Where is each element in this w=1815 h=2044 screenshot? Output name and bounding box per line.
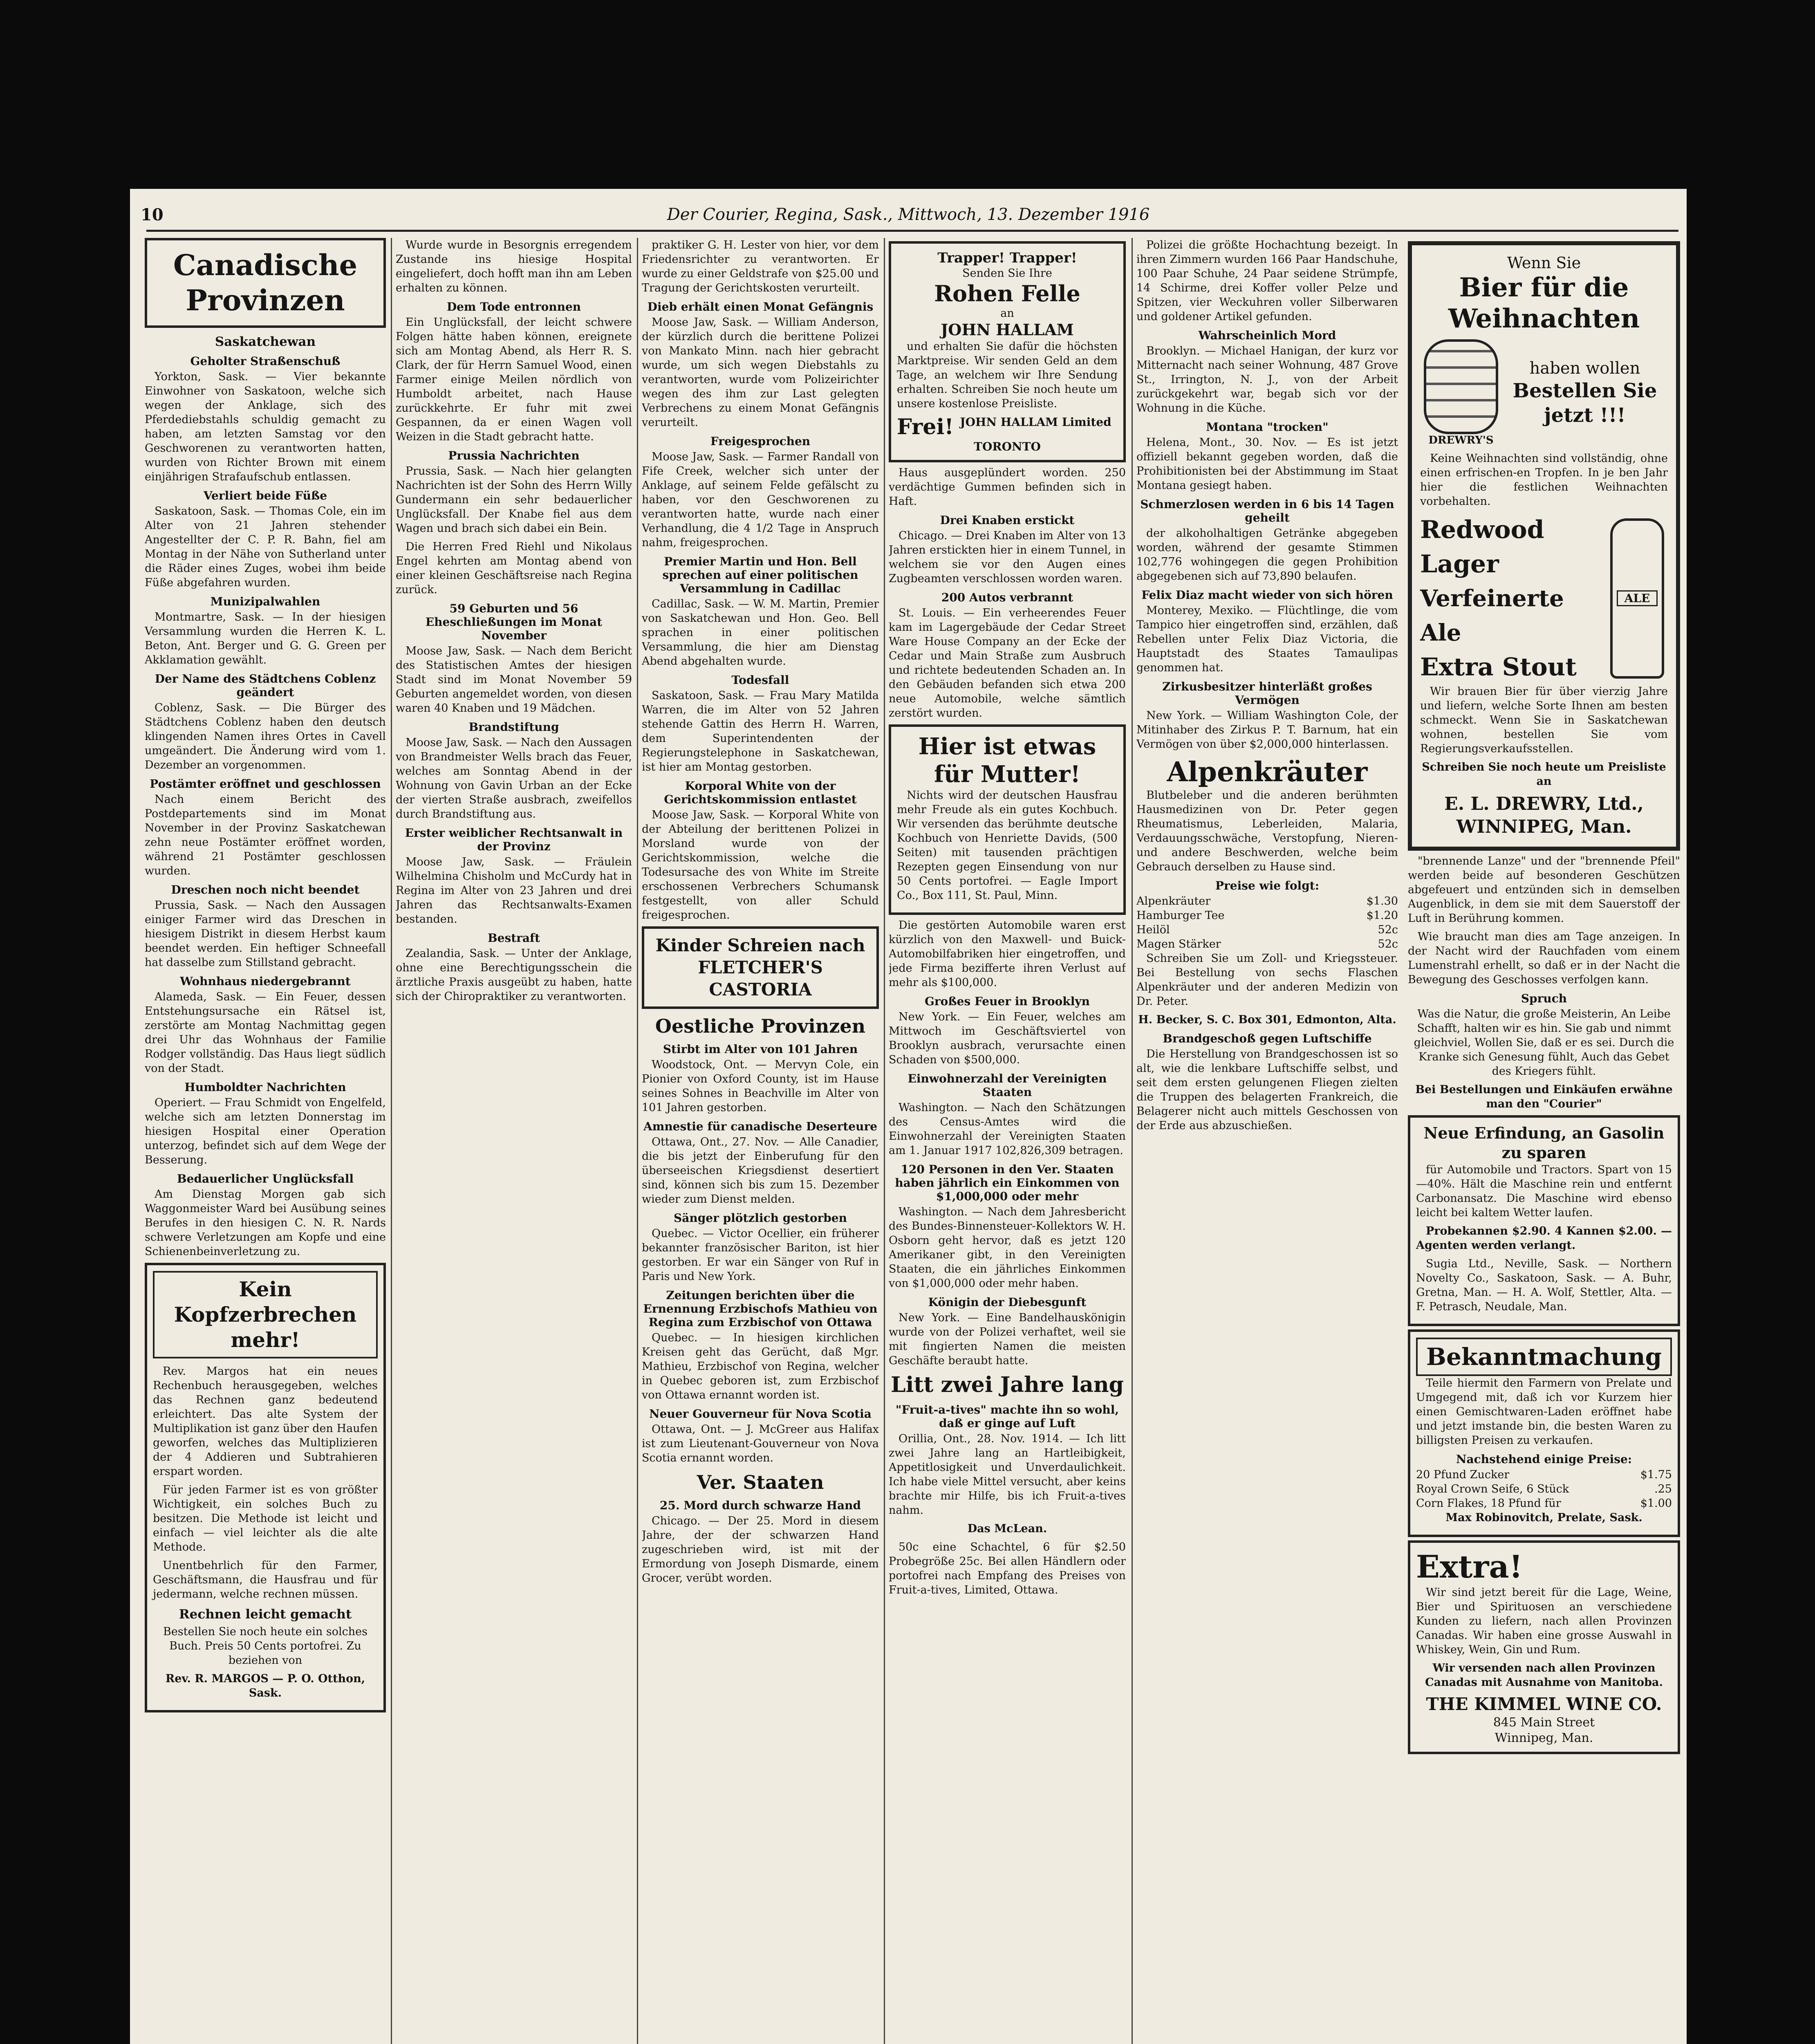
article-text: Operiert. — Frau Schmidt von Engelfeld, welche sich am letzten Donnerstag im hiesigen Hospital einer Operation unterzog, befindet sich auf dem Wege der Besserung.: [145, 1096, 386, 1166]
article-text: Saskatoon, Sask. — Thomas Cole, ein im Alter von 21 Jahren stehender Angestellter der C. P. R. Bahn, fiel am Montag in der Nähe von Sutherland unter die Räder eines Zuges, wobei ihm beide Füße abgefahren wurden.: [145, 505, 386, 589]
header-rule: [146, 230, 1678, 232]
castoria-ad: Kinder Schreien nach FLETCHER'S CASTORIA: [642, 926, 879, 1009]
article-text: Montmartre, Sask. — In der hiesigen Versammlung wurden die Herren K. L. Beton, Ant. Berger und G. G. Green per Akklamation gewählt.: [145, 611, 386, 666]
price-row: [1136, 923, 1398, 937]
beer-ad-line: Wenn Sie: [1507, 254, 1581, 272]
price-value: $1.30: [1366, 895, 1398, 908]
article-text: Prussia, Sask. — Nach hier gelangten Nachrichten ist der Sohn des Herrn Willy Gundermann ein sehr bedauerlicher Unglücksfall. Der Knabe fiel aus dem Wagen und brach sich dabei ein Bein.: [396, 465, 632, 535]
price-value: 52c: [1378, 938, 1398, 950]
article-text: Die gestörten Automobile waren erst kürzlich von den Maxwell- und Buick-Automobilfabriken hier eingetroffen, und jede Firma bezifferte ihren Verlust auf mehr als $100,000.: [889, 919, 1126, 989]
fur-ad-company: JOHN HALLAM Limited: [960, 415, 1111, 429]
section-title: Ver. Staaten: [697, 1471, 824, 1493]
price-value: $1.20: [1366, 909, 1398, 922]
price-list-title: Nachstehend einige Preise:: [1456, 1452, 1632, 1466]
price-row: [1136, 894, 1398, 908]
ad-text: Teile hiermit den Farmern von Prelate und Umgegend mit, daß ich vor Kurzem hier einen Gemischtwaren-Laden eröffnet habe und jetzt imstande bin, die besten Waren zu billigsten Preisen zu verkaufen.: [1416, 1377, 1672, 1447]
article-title: Dem Tode entronnen: [446, 300, 581, 314]
price-row: [1416, 1482, 1672, 1496]
article-text: Wie braucht man dies am Tage anzeigen. In der Nacht wird der Rauchfaden vom einem Lumenstrahl erhellt, so daß er in der Nacht die Bewegung des Geschosses verfolgen kann.: [1408, 930, 1680, 986]
ad-subtitle: "Fruit-a-tives" machte ihn so wohl, daß er ginge auf Luft: [895, 1403, 1119, 1430]
price-value: $1.75: [1640, 1468, 1672, 1481]
article-title: 200 Autos verbrannt: [941, 591, 1073, 604]
article-text: Prussia, Sask. — Nach den Aussagen einiger Farmer wird das Dreschen in hiesigem Distrikt in diesem Herbst kaum beendet werden. Ein heftiger Schneefall hat dasselbe zum Stillstand gebracht.: [145, 899, 386, 969]
product-name: Extra Stout: [1420, 653, 1577, 681]
subsection-title: Saskatchewan: [215, 334, 316, 349]
price-value: .25: [1654, 1483, 1672, 1495]
ad-title: Extra!: [1416, 1549, 1523, 1585]
product-name: Verfeinerte Ale: [1420, 585, 1564, 646]
verse-title: Spruch: [1521, 992, 1567, 1005]
courier-reminder: Bei Bestellungen und Einkäufen erwähne man den "Courier": [1415, 1083, 1673, 1110]
article-text: Quebec. — In hiesigen kirchlichen Kreisen geht das Gerücht, daß Mgr. Mathieu, Erzbischof von Regina, welcher in Quebec geboren ist, zum Erzbischof von Ottawa ernannt worden ist.: [642, 1331, 879, 1401]
beer-ad-company: E. L. DREWRY, Ltd., WINNIPEG, Man.: [1444, 793, 1644, 837]
article-text: Zealandia, Sask. — Unter der Anklage, ohne eine Berechtigungsschein die ärztliche Praxis ausgeübt zu haben, hatte sich der Chiropraktiker zu verantworten.: [396, 947, 632, 1003]
article-title: Zeitungen berichten über die Ernennung Erzbischofs Mathieu von Regina zum Erzbischof von Ottawa: [643, 1289, 878, 1329]
column-5a: [1136, 238, 1398, 1137]
ad-order: Bestellen Sie noch heute ein solches Buch. Preis 50 Cents portofrei. Zu beziehen von: [163, 1625, 367, 1667]
article-text: Die Herren Fred Riehl und Nikolaus Engel kehrten am Montag abend von einer kleinen Geschäftsreise nach Regina zurück.: [396, 540, 632, 596]
price-row: [1136, 937, 1398, 951]
column-3: [642, 238, 879, 2044]
barrel-icon: [1420, 339, 1502, 446]
price-row: [1136, 908, 1398, 923]
article-title: Munizipalwahlen: [210, 595, 320, 608]
fur-ad-free: Frei!: [897, 415, 954, 439]
article-title: Der Name des Städtchens Coblenz geändert: [155, 672, 376, 699]
article-text: St. Louis. — Ein verheerendes Feuer kam im Lagergebäude der Cedar Street Ware House Company an der Ecke der Cedar und Main Straße zum Ausbruch und richtete bedeutenden Schaden an. In den Gebäuden befanden sich etwa 200 neue Automobile, welche sämtlich zerstört wurden.: [889, 607, 1126, 719]
column-rule: [1132, 238, 1133, 2044]
article-text: Helena, Mont., 30. Nov. — Es ist jetzt offiziell bekannt gegeben worden, daß die Prohibitionisten bei der Abstimmung im Staat Montana gesiegt haben.: [1136, 436, 1398, 492]
article-text: Washington. — Nach den Schätzungen des Census-Amtes wird die Einwohnerzahl der Vereinigten Staaten am 1. Januar 1917 102,826,309 betragen.: [889, 1101, 1126, 1157]
article-title: Neuer Gouverneur für Nova Scotia: [649, 1407, 872, 1421]
ad-price: 50c eine Schachtel, 6 für $2.50 Probegröße 25c. Bei allen Händlern oder portofrei nach Empfang des Preises von Fruit-a-tives, Limited, Ottawa.: [889, 1541, 1126, 1596]
fur-ad-headline: Rohen Felle: [934, 280, 1080, 307]
article-text: Yorkton, Sask. — Vier bekannte Einwohner von Saskatoon, welche sich wegen der Anklage, sich des Pferdediebstahls schuldig gemacht zu haben, am letzten Samstag vor den Geschworenen zu verantworten hatten, wurden von Richter Brown mit einem einjährigen Strafaufschub entlassen.: [145, 370, 386, 483]
article-title: Königin der Diebesgunft: [928, 1295, 1087, 1309]
article-text: New York. — Ein Feuer, welches am Mittwoch im Geschäftsviertel von Brooklyn ausbrach, verursachte einen Schaden von $500,000.: [889, 1011, 1126, 1066]
section-title: Oestliche Provinzen: [655, 1015, 866, 1037]
article-text: Brooklyn. — Michael Hanigan, der kurz vor Mitternacht nach seiner Wohnung, 487 Grove St., Irrington, N. J., von der Arbeit zurückgekehrt war, begab sich vor der Wohnung in die Küche.: [1136, 345, 1398, 415]
article-text: Washington. — Nach dem Jahresbericht des Bundes-Binnensteuer-Kollektors W. H. Osborn geht hervor, daß es jetzt 120 Amerikaner gibt, in den Vereinigten Staaten, die ein jährliches Einkommen von $1,000,000 oder mehr haben.: [889, 1206, 1126, 1290]
article-text: New York. — William Washington Cole, der Mitinhaber des Zirkus P. T. Barnum, hat ein Vermögen von über $2,000,000 hinterlassen.: [1136, 709, 1398, 751]
verse-text: Was die Natur, die große Meisterin, An Leibe Schafft, halten wir es hin. Sie gab und nimmt gleichviel, Wollen Sie, daß er es sei. Durch die Kranke sich Genesung fühlt, Auch das Gebet des Kriegers fühlt.: [1414, 1008, 1674, 1078]
notice-ad: [1408, 1329, 1680, 1537]
ad-title: Bekanntmachung: [1416, 1338, 1672, 1376]
article-title: Geholter Straßenschuß: [190, 354, 341, 368]
column-rule: [637, 238, 638, 2044]
price-item: Royal Crown Seife, 6 Stück: [1416, 1483, 1569, 1495]
article-title: Freigesprochen: [710, 435, 811, 448]
ad-slogan: Rechnen leicht gemacht: [179, 1607, 352, 1622]
article-text: Chicago. — Drei Knaben im Alter von 13 Jahren erstickten hier in einem Tunnel, in welchem sie vor den Augen eines Zugbeamten verschlossen worden waren.: [889, 529, 1126, 585]
ad-text: Rev. Margos hat ein neues Rechenbuch herausgegeben, welches das Rechnen ganz bedeutend erleichtert. Das alte System der Multiplikation ist ganz über den Haufen geworfen, welches das Multiplizieren der 4 Addieren und Subtrahieren erspart worden.: [153, 1365, 378, 1478]
article-title: Erster weiblicher Rechtsanwalt in der Provinz: [405, 826, 623, 853]
article-title: Großes Feuer in Brooklyn: [925, 995, 1090, 1008]
column-1: [145, 238, 386, 2044]
article-text: Moose Jaw, Sask. — Farmer Randall von Fife Creek, welcher sich unter der Anklage, auf seinem Felde gefälscht zu haben, vor den Geschworenen zu verantworten hatte, wurde nach einer Verhandlung, die 4 1/2 Tage in Anspruch nahm, freigesprochen.: [642, 450, 879, 549]
article-title: 120 Personen in den Ver. Staaten haben jährlich ein Einkommen von $1,000,000 oder mehr: [895, 1163, 1120, 1203]
beer-ad-text: Wir brauen Bier für über vierzig Jahre und liefern, welche Sorte Ihnen am besten schmeckt. Wenn Sie in Saskatchewan wohnen, bestellen Sie vom Regierungsverkaufsstellen.: [1420, 685, 1668, 755]
price-item: Magen Stärker: [1136, 938, 1221, 950]
article-title: Wohnhaus niedergebrannt: [180, 975, 351, 988]
masthead-line: Der Courier, Regina, Sask., Mittwoch, 13. Dezember 1916: [667, 205, 1150, 224]
ad-company: Sugia Ltd., Neville, Sask. — Northern Novelty Co., Saskatoon, Sask. — A. Buhr, Gretna, Man. — H. A. Wolf, Stettler, Alta. — F. Petrasch, Neudale, Man.: [1416, 1257, 1672, 1313]
price-list-title: Preise wie folgt:: [1215, 879, 1320, 892]
bottle-label: ALE: [1617, 590, 1658, 606]
ad-subtitle: Wir versenden nach allen Provinzen Canadas mit Ausnahme von Manitoba.: [1425, 1662, 1663, 1689]
column-2: [396, 238, 632, 2044]
fur-ad-line: Senden Sie Ihre: [962, 267, 1052, 280]
article-text: Coblenz, Sask. — Die Bürger des Städtchens Coblenz haben den deutsch klingenden Namen ihres Ortes in Cavell umgeändert. Die Änderung wird vom 1. Dezember an vorgenommen.: [145, 702, 386, 771]
column-4: [889, 238, 1126, 2044]
fruit-a-tives-ad: [889, 1372, 1126, 1597]
product-list: [1420, 513, 1607, 684]
fur-ad-company: JOHN HALLAM: [941, 320, 1074, 339]
price-item: Heilöl: [1136, 923, 1170, 936]
column-rule: [884, 238, 885, 2044]
article-text: Nach einem Bericht des Postdepartements sind im Monat November in der Provinz Saskatchewan zehn neue Postämter eröffnet worden, während 21 Postämter geschlossen wurden.: [145, 793, 386, 877]
article-title: Prussia Nachrichten: [448, 449, 580, 462]
newspaper-page: [130, 189, 1687, 2044]
article-title: 25. Mord durch schwarze Hand: [659, 1499, 861, 1512]
article-title: Humboldter Nachrichten: [184, 1080, 346, 1094]
article-text: Die Herstellung von Brandgeschossen ist so alt, wie die lenkbare Luftschiffe selbst, und seit dem ersten gelungenen Fliegen zielten die Truppen des belagerten Frankreich, die Belagerer nicht auch mittels Geschossen von der Erde aus abzuschießen.: [1136, 1048, 1398, 1132]
article-text: Wurde wurde in Besorgnis erregendem Zustande ins hiesige Hospital eingeliefert, doch hofft man ihn am Leben erhalten zu können.: [396, 239, 632, 294]
article-title: Dieb erhält einen Monat Gefängnis: [647, 300, 874, 314]
article-text: New York. — Eine Bandelhauskönigin wurde von der Polizei verhaftet, weil sie mit fingierten Namen die meisten Geschäfte beraubt hatte.: [889, 1311, 1126, 1367]
ad-address: 845 Main Street: [1493, 1715, 1595, 1730]
beer-ad-line: Bestellen Sie jetzt !!!: [1512, 379, 1657, 427]
ad-text: Wir sind jetzt bereit für die Lage, Weine, Bier und Spirituosen an verschiedene Kunden zu liefern, nach allen Provinzen Canadas. Wir haben eine grosse Auswahl in Whiskey, Wein, Gin und Rum.: [1416, 1586, 1672, 1656]
article-text: praktiker G. H. Lester von hier, vor dem Friedensrichter zu verantworten. Er wurde zu einer Geldstrafe von $25.00 und Tragung der Gerichtskosten verurteilt.: [642, 239, 879, 294]
product-name: Redwood Lager: [1420, 515, 1544, 578]
ad-text: Orillia, Ont., 28. Nov. 1914. — Ich litt zwei Jahre lang an Hartleibigkeit, Appetitlosigkeit und Unverdaulichkeit. Ich habe viele Mittel versucht, aber keins brachte mir Hilfe, bis ich Fruit-a-tives nahm.: [889, 1432, 1126, 1517]
ad-text: Unentbehrlich für den Farmer, Geschäftsmann, die Hausfrau und für jedermann, welche rechnen müssen.: [153, 1559, 378, 1600]
fur-ad-text: und erhalten Sie dafür die höchsten Marktpreise. Wir senden Geld an dem Tage, an welchem wir Ihre Sendung erhalten. Schreiben Sie noch heute um unsere kostenlose Preisliste.: [897, 340, 1118, 410]
article-text: Ottawa, Ont. — J. McGreer aus Halifax ist zum Lieutenant-Gouverneur von Nova Scotia ernannt worden.: [642, 1423, 879, 1464]
ad-address: Rev. R. MARGOS — P. O. Otthon, Sask.: [165, 1672, 365, 1699]
article-title: Schmerzlosen werden in 6 bis 14 Tagen geheilt: [1140, 498, 1394, 524]
alpenkraeuter-ad: [1136, 755, 1398, 1027]
beer-ad-cta: [1502, 358, 1668, 428]
article-title: 59 Geburten und 56 Eheschließungen im Monat November: [425, 602, 603, 642]
page-header: [130, 203, 1687, 227]
article-title: Felix Diaz macht wieder von sich hören: [1141, 588, 1393, 602]
ad-title: Litt zwei Jahre lang: [891, 1372, 1124, 1397]
article-text: Moose Jaw, Sask. — Korporal White von der Abteilung der berittenen Polizei in Morsland wurde von der Gerichtskommission, welche die Todesursache des von White im Streite erschossenen Verbrechers Schumansk festgestellt, von aller Schuld freigesprochen.: [642, 809, 879, 921]
article-title: Brandgeschoß gegen Luftschiffe: [1163, 1032, 1372, 1045]
article-title: Verliert beide Füße: [203, 489, 327, 502]
article-title: Stirbt im Alter von 101 Jahren: [663, 1042, 858, 1056]
gasoline-ad: [1408, 1115, 1680, 1326]
ad-title: Kein Kopfzerbrechen mehr!: [153, 1271, 378, 1358]
article-title: Amnestie für canadische Deserteure: [643, 1120, 878, 1133]
article-title: Einwohnerzahl der Vereinigten Staaten: [908, 1072, 1107, 1099]
article-title: Brandstiftung: [468, 720, 559, 734]
fur-ad-city: TORONTO: [974, 440, 1041, 453]
price-item: Corn Flakes, 18 Pfund für: [1416, 1497, 1561, 1510]
article-text: der alkoholhaltigen Getränke abgegeben worden, während der gesamte Stimmen 102,776 wohingegen die gegen Prohibition abgegebenen sich auf 73,890 belaufen.: [1136, 527, 1398, 583]
ad-text: für Automobile und Tractors. Spart von 15—40%. Hält die Maschine rein und entfernt Carbonansatz. Die Maschine wird ebenso leicht bei kaltem Wetter laufen.: [1416, 1163, 1672, 1219]
beer-ad-text: Keine Weihnachten sind vollständig, ohne einen erfrischen-en Tropfen. In je ben Jahr hier die festlichen Weihnachten vorbehalten.: [1420, 452, 1668, 508]
article-title: Bestraft: [487, 931, 540, 945]
beer-ad-line: haben wollen: [1529, 359, 1640, 378]
price-row: [1416, 1496, 1672, 1511]
article-text: Moose Jaw, Sask. — William Anderson, der kürzlich durch die berittene Polizei von Mankato Minn. nach hier gebracht wurde, um sich wegen Diebstahls zu verantworten, wurde vom Polizeirichter wegen des ihm zur Last gelegten Verbrechens zu einem Monat Gefängnis verurteilt.: [642, 316, 879, 429]
article-text: Moose Jaw, Sask. — Nach dem Bericht des Statistischen Amtes der hiesigen Stadt sind im Monat November 59 Geburten angemeldet worden, von diesen waren 40 Knaben und 19 Mädchen.: [396, 645, 632, 715]
ad-text: Blutbeleber und die anderen berühmten Hausmedizinen von Dr. Peter gegen Rheumatismus, Leberleiden, Malaria, Verdauungsschwäche, Verstopfung, Nieren- und andere Beschwerden, welche beim Gebrauch derselben zu Hause sind.: [1136, 789, 1398, 873]
article-title: Sänger plötzlich gestorben: [673, 1211, 847, 1225]
ad-price: Probekannen $2.90. 4 Kannen $2.00. — Agenten werden verlangt.: [1416, 1225, 1672, 1252]
article-title: Premier Martin und Hon. Bell sprechen auf einer politischen Versammlung in Cadillac: [662, 555, 858, 595]
price-value: $1.00: [1640, 1497, 1672, 1510]
article-title: Montana "trocken": [1206, 420, 1329, 434]
ad-title: Hier ist etwas für Mutter!: [918, 733, 1096, 788]
page-number: 10: [141, 205, 164, 224]
article-title: Dreschen noch nicht beendet: [171, 883, 360, 896]
article-text: Haus ausgeplündert worden. 250 verdächtige Gummen befinden sich in Haft.: [889, 466, 1126, 508]
fur-ad-line: Trapper! Trapper!: [937, 250, 1077, 266]
article-title: Wahrscheinlich Mord: [1198, 329, 1336, 342]
ad-city: Winnipeg, Man.: [1495, 1731, 1593, 1745]
ad-text: Schreiben Sie um Zoll- und Kriegssteuer. Bei Bestellung von sechs Flaschen Alpenkräuter und der anderen Medizin von Dr. Peter.: [1136, 952, 1398, 1008]
article-text: Moose Jaw, Sask. — Nach den Aussagen von Brandmeister Wells brach das Feuer, welches am Sonntag Abend in der Wohnung von Gavin Urban an der Ecke der vierten Straße ausbrach, zweifellos durch Brandstiftung aus.: [396, 736, 632, 820]
ad-text: Für jeden Farmer ist es von größter Wichtigkeit, ein solches Buch zu besitzen. Die Methode ist leicht und einfach — viel leichter als die alte Methode.: [153, 1484, 378, 1553]
wine-ad: [1408, 1540, 1680, 1754]
column-5: [1136, 238, 1680, 2044]
article-text: Moose Jaw, Sask. — Fräulein Wilhelmina Chisholm und McCurdy hat in Regina im Alter von 23 Jahren und drei Jahren das Rechtsanwalts-Examen bestanden.: [396, 856, 632, 926]
article-text: Quebec. — Victor Ocellier, ein früherer bekannter französischer Bariton, ist hier gestorben. Er war ein Sänger von Ruf in Paris und New York.: [642, 1227, 879, 1283]
article-text: Ottawa, Ont., 27. Nov. — Alle Canadier, die bis jetzt der Einberufung für den überseeischen Kriegsdienst desertiert sind, können sich bis zum 15. Dezember wieder zum Dienst melden.: [642, 1136, 879, 1206]
barrel-label: DREWRY'S: [1428, 434, 1494, 446]
article-text: Polizei die größte Hochachtung bezeigt. In ihren Zimmern wurden 166 Paar Handschuhe, 100 Paar Schuhe, 24 Paar seidene Strümpfe, 14 Schirme, drei Koffer voller Pelze und Spitzen, vier Weckuhren voller Silberwaren und goldener Artikel gefunden.: [1136, 239, 1398, 323]
article-text: Alameda, Sask. — Ein Feuer, dessen Entstehungsursache ein Rätsel ist, zerstörte am Montag Nachmittag gegen drei Uhr das Wohnhaus der Familie Rodger vollständig. Das Haus liegt südlich von der Stadt.: [145, 991, 386, 1075]
ad-title: Neue Erfindung, an Gasolin zu sparen: [1423, 1124, 1665, 1162]
article-text: Woodstock, Ont. — Mervyn Cole, ein Pionier von Oxford County, ist im Hause seines Sohnes in Beachville im Alter von 101 Jahren gestorben.: [642, 1058, 879, 1114]
article-text: Ein Unglücksfall, der leicht schwere Folgen hätte haben können, ereignete sich am Montag Abend, als Herr R. S. Clark, der für Herrn Samuel Wood, einen Farmer einige Meilen nördlich von Humboldt arbeitet, nach Hause zurückkehrte. Er fuhr mit zwei Gespannen, da er einen Wagen voll Weizen in die Stadt gebracht hatte.: [396, 316, 632, 443]
beer-products: [1420, 513, 1668, 684]
ad-company: THE KIMMEL WINE CO.: [1426, 1694, 1662, 1714]
article-title: Postämter eröffnet und geschlossen: [150, 777, 381, 791]
ad-title: Alpenkräuter: [1167, 756, 1368, 788]
price-item: Alpenkräuter: [1136, 895, 1211, 908]
price-item: Hamburger Tee: [1136, 909, 1225, 922]
ad-text: Nichts wird der deutschen Hausfrau mehr Freude als ein gutes Kochbuch. Wir versenden das berühmte deutsche Kochbuch von Henriette Davids, (500 Seiten) mit tausenden prächtigen Rezepten gegen Einsendung von nur 50 Cents portofrei. — Eagle Import Co., Box 111, St. Paul, Minn.: [897, 789, 1118, 902]
price-row: [1416, 1468, 1672, 1482]
ad-signature: Das McLean.: [967, 1522, 1047, 1535]
fur-ad-line: an: [1000, 307, 1014, 320]
article-title: Todesfall: [731, 673, 789, 687]
article-title: Drei Knaben erstickt: [940, 513, 1075, 527]
price-value: 52c: [1378, 923, 1398, 936]
beer-ad-headline: Bier für die Weihnachten: [1448, 272, 1640, 334]
fur-ad: [889, 241, 1126, 462]
article-title: Zirkusbesitzer hinterläßt großes Vermögen: [1162, 680, 1372, 707]
column-5b: [1408, 238, 1680, 1757]
margos-ad: [145, 1263, 386, 1712]
section-title: Canadische Provinzen: [145, 238, 386, 328]
column-rule: [391, 238, 392, 2044]
article-text: Am Dienstag Morgen gab sich Waggonmeister Ward bei Ausübung seines Berufes in den hiesigen C. N. R. Nards schwere Verletzungen am Kopfe und eine Schienenbeinverletzung zu.: [145, 1188, 386, 1258]
article-title: Bedauerlicher Unglücksfall: [177, 1172, 354, 1186]
article-text: Chicago. — Der 25. Mord in diesem Jahre, der der schwarzen Hand zugeschrieben wird, ist mit der Ermordung von Joseph Dismarde, einem Grocer, verübt worden.: [642, 1515, 879, 1585]
article-text: "brennende Lanze" und der "brennende Pfeil" werden beide auf besonderen Geschützen abgefeuert und entzünden sich in demselben Augenblick, in dem sie mit dem Sauerstoff der Luft in Berührung kommen.: [1408, 855, 1680, 925]
beer-ad-row: [1420, 339, 1668, 446]
article-text: Saskatoon, Sask. — Frau Mary Matilda Warren, die im Alter von 52 Jahren stehende Gattin des Herrn H. Warren, dem Superintendenten der Regierungstelephone in Saskatchewan, ist hier am Montag gestorben.: [642, 689, 879, 773]
ad-address: H. Becker, S. C. Box 301, Edmonton, Alta.: [1138, 1013, 1396, 1026]
article-title: Korporal White von der Gerichtskommission entlastet: [664, 779, 857, 806]
ad-signature: Max Robinovitch, Prelate, Sask.: [1445, 1511, 1642, 1524]
article-text: Cadillac, Sask. — W. M. Martin, Premier von Saskatchewan und Hon. Geo. Bell sprachen in einer politischen Versammlung, die hier am Dienstag Abend abgehalten wurde.: [642, 598, 879, 668]
beer-ad: [1408, 241, 1680, 851]
beer-ad-cta: Schreiben Sie noch heute um Preisliste an: [1422, 761, 1666, 788]
cookbook-ad: [889, 724, 1126, 915]
article-text: Monterey, Mexiko. — Flüchtlinge, die vom Tampico hier eingetroffen sind, erzählen, daß Rebellen unter Felix Diaz Victoria, die Hauptstadt des Staates Tamaulipas genommen hat.: [1136, 604, 1398, 674]
bottle-icon: [1607, 518, 1668, 679]
price-item: 20 Pfund Zucker: [1416, 1468, 1510, 1481]
